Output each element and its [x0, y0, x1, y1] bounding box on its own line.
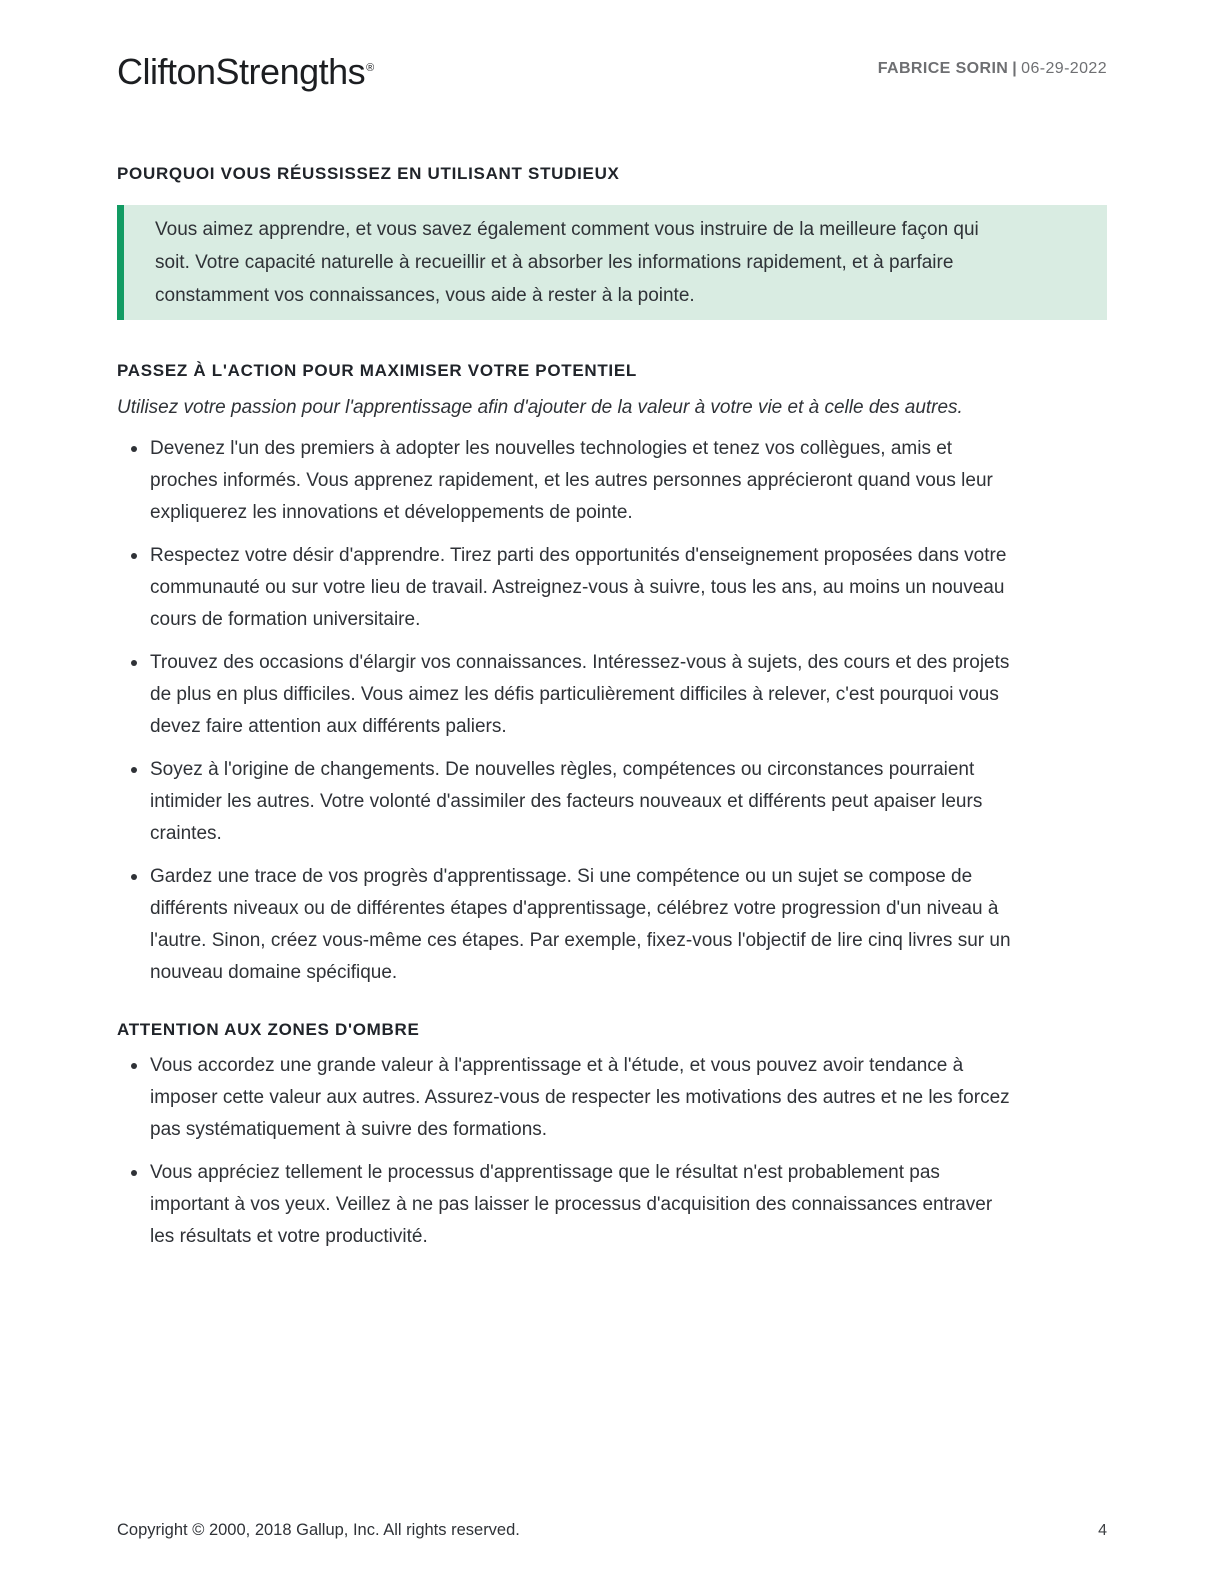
list-item — [131, 861, 1019, 989]
list-item-text: Vous accordez une grande valeur à l'apprentissage et à l'étude, et vous pouvez avoir tendance à imposer cette valeur aux autres. Assurez-vous de respecter les motivations des autres et ne les forcez pas systématiquement à suivre des formations. — [150, 1055, 1010, 1141]
list-item — [131, 1157, 1019, 1253]
page-header — [117, 0, 1107, 93]
blind-spots-list — [117, 1050, 1107, 1253]
take-action-intro: Utilisez votre passion pour l'apprentissage afin d'ajouter de la valeur à votre vie et à celle des autres. — [117, 397, 963, 419]
bullet-icon — [131, 553, 137, 559]
section-heading-take-action: PASSEZ À L'ACTION POUR MAXIMISER VOTRE POTENTIEL — [117, 361, 637, 381]
bullet-icon — [131, 1170, 137, 1176]
report-date: 06-29-2022 — [1021, 60, 1107, 77]
bullet-icon — [131, 1063, 137, 1069]
strength-summary-callout — [117, 205, 1107, 320]
meta-separator: | — [1012, 60, 1018, 77]
page-footer — [117, 1521, 1107, 1540]
report-meta — [878, 60, 1107, 78]
list-item-text: Respectez votre désir d'apprendre. Tirez parti des opportunités d'enseignement proposées dans votre communauté ou sur votre lieu de travail. Astreignez-vous à suivre, tous les ans, au moins un nouveau cours de formation universitaire. — [150, 545, 1007, 631]
person-name: FABRICE SORIN — [877, 60, 1009, 77]
bullet-icon — [131, 874, 137, 880]
list-item — [131, 433, 1019, 529]
list-item — [131, 754, 1019, 850]
callout-text: Vous aimez apprendre, et vous savez également comment vous instruire de la meilleure façon qui soit. Votre capacité naturelle à recueillir et à absorber les informations rapidement, et à parfaire constamment vos connaissances, vous aide à rester à la pointe. — [155, 219, 979, 307]
cliftonstrengths-logo — [117, 50, 374, 93]
list-item-text: Devenez l'un des premiers à adopter les nouvelles technologies et tenez vos collègues, amis et proches informés. Vous apprenez rapidement, et les autres personnes apprécieront quand vous leur expliquerez les innovations et développements de pointe. — [150, 438, 993, 524]
page-number: 4 — [1098, 1522, 1107, 1539]
list-item-text: Vous appréciez tellement le processus d'apprentissage que le résultat n'est probablement pas important à vos yeux. Veillez à ne pas laisser le processus d'acquisition des connaissances entraver les résultats et votre productivité. — [150, 1162, 993, 1248]
section-heading-why-succeed: POURQUOI VOUS RÉUSSISSEZ EN UTILISANT STUDIEUX — [117, 164, 620, 184]
list-item-text: Trouvez des occasions d'élargir vos connaissances. Intéressez-vous à sujets, des cours et des projets de plus en plus difficiles. Vous aimez les défis particulièrement difficiles à relever, c'est pourquoi vous devez faire attention aux différents paliers. — [150, 652, 1010, 738]
list-item — [131, 647, 1019, 743]
take-action-list — [117, 433, 1107, 989]
bullet-icon — [131, 660, 137, 666]
logo-text: CliftonStrengths — [117, 51, 366, 92]
registered-mark: ® — [366, 62, 374, 74]
list-item — [131, 1050, 1019, 1146]
bullet-icon — [131, 446, 137, 452]
list-item-text: Gardez une trace de vos progrès d'apprentissage. Si une compétence ou un sujet se compose de différents niveaux ou de différentes étapes d'apprentissage, célébrez votre progression d'un niveau à l'autre. Sinon, créez vous-même ces étapes. Par exemple, fixez-vous l'objectif de lire cinq livres sur un nouveau domaine spécifique. — [150, 866, 1011, 984]
bullet-icon — [131, 767, 137, 773]
list-item — [131, 540, 1019, 636]
copyright-text: Copyright © 2000, 2018 Gallup, Inc. All rights reserved. — [117, 1521, 520, 1539]
list-item-text: Soyez à l'origine de changements. De nouvelles règles, compétences ou circonstances pourraient intimider les autres. Votre volonté d'assimiler des facteurs nouveaux et différents peut apaiser leurs craintes. — [150, 759, 983, 845]
section-heading-blind-spots: ATTENTION AUX ZONES D'OMBRE — [117, 1020, 420, 1040]
